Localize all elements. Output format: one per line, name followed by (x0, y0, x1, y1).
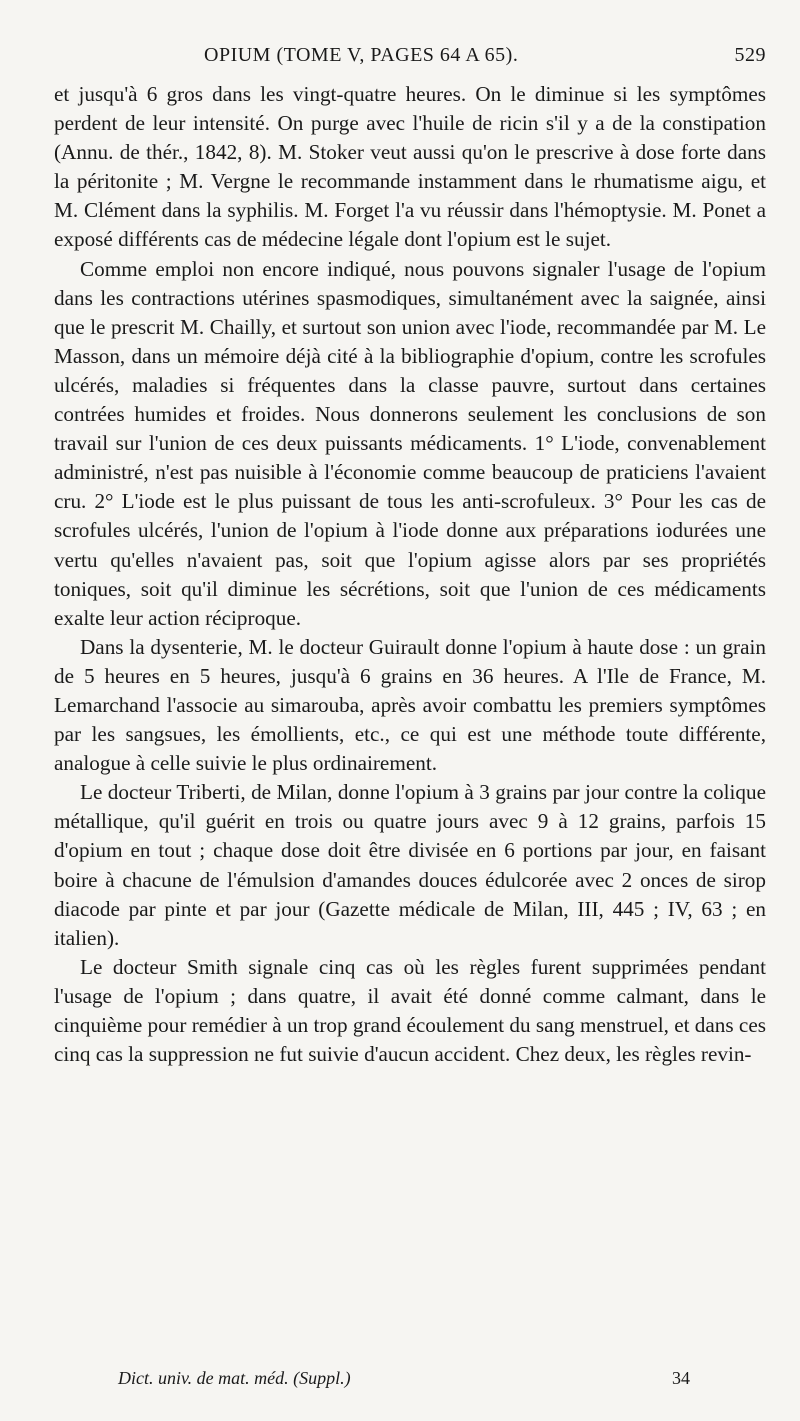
page-footer (118, 1368, 690, 1398)
paragraph: et jusqu'à 6 gros dans les vingt-quatre heures. On le diminue si les symptômes perdent de leur intensité. On purge avec l'huile de ricin s'il y a de la constipation (Annu. de thér., 1842, 8). M. Stoker veut aussi qu'on le prescrive à dose forte dans la péritonite ; M. Vergne le recommande instamment dans le rhumatisme aigu, et M. Clément dans la syphilis. M. Forget l'a vu réussir dans l'hémoptysie. M. Ponet a exposé différents cas de médecine légale dont l'opium est le sujet. (54, 82, 766, 252)
running-header (54, 44, 766, 76)
body-text (54, 80, 766, 1069)
footer-source: Dict. univ. de mat. méd. (Suppl.) (118, 1368, 351, 1388)
paragraph: Le docteur Triberti, de Milan, donne l'opium à 3 grains par jour contre la colique métallique, qu'il guérit en trois ou quatre jours avec 9 à 12 grains, parfois 15 d'opium en tout ; chaque dose doit être divisée en 6 portions par jour, en faisant boire à chacune de l'émulsion d'amandes douces édulcorée avec 2 onces de sirop diacode par pinte et par jour (Gazette médicale de Milan, III, 445 ; IV, 63 ; en italien). (54, 780, 766, 950)
paragraph: Dans la dysenterie, M. le docteur Guirault donne l'opium à haute dose : un grain de 5 heures en 5 heures, jusqu'à 6 grains en 36 heures. A l'Ile de France, M. Lemarchand l'associe au simarouba, après avoir combattu les premiers symptômes par les sangsues, les émollients, etc., ce qui est une méthode toute différente, analogue à celle suivie le plus ordinairement. (54, 634, 766, 776)
signature-mark: 34 (672, 1368, 690, 1388)
page-number: 529 (734, 44, 766, 66)
paragraph: Le docteur Smith signale cinq cas où les règles furent supprimées pendant l'usage de l'opium ; dans quatre, il avait été donné comme calmant, dans le cinquième pour remédier à un trop grand écoulement du sang menstruel, et dans ces cinq cas la suppression ne fut suivie d'aucun accident. Chez deux, les règles revin- (54, 954, 766, 1067)
running-title: OPIUM (TOME V, PAGES 64 A 65). (204, 44, 519, 66)
paragraph: Comme emploi non encore indiqué, nous pouvons signaler l'usage de l'opium dans les contractions utérines spasmodiques, simultanément avec la saignée, ainsi que le prescrit M. Chailly, et surtout son union avec l'iode, recommandée par M. Le Masson, dans un mémoire déjà cité à la bibliographie d'opium, contre les scrofules ulcérés, maladies si fréquentes dans la classe pauvre, surtout dans certaines contrées humides et froides. Nous donnerons seulement les conclusions de son travail sur l'union de ces deux puissants médicaments. 1° L'iode, convenablement administré, n'est pas nuisible à l'économie comme beaucoup de praticiens l'avaient cru. 2° L'iode est le plus puissant de tous les anti-scrofuleux. 3° Pour les cas de scrofules ulcérés, l'union de l'opium à l'iode donne aux préparations iodurées une vertu qu'elles n'avaient pas, soit que l'opium agisse alors par ses propriétés toniques, soit qu'il diminue les sécrétions, soit que l'union de ces médicaments exalte leur action réciproque. (54, 256, 766, 630)
